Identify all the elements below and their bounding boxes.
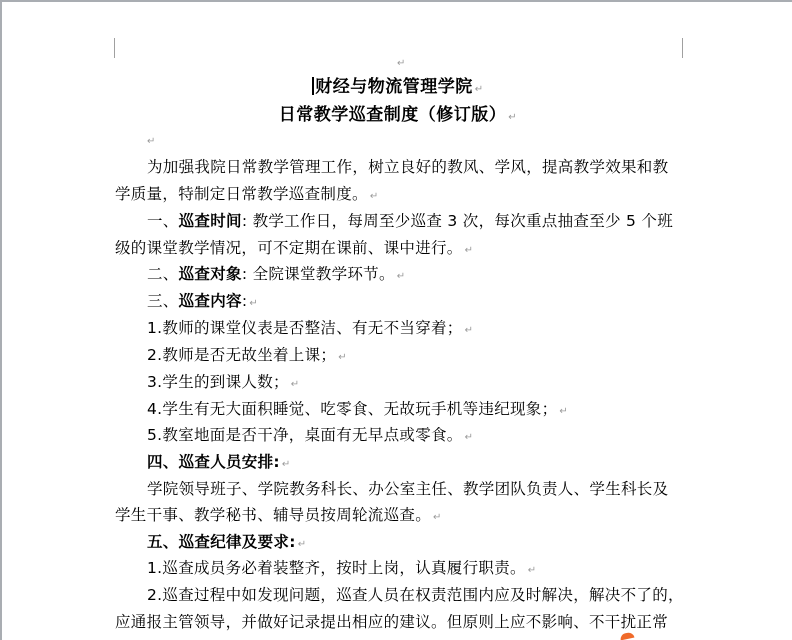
window-frame-top <box>0 0 792 2</box>
section-1-heading: 巡查时间 <box>178 212 242 230</box>
list-item: 4.学生有无大面积睡觉、吃零食、无故玩手机等违纪现象； ↵ <box>147 400 569 418</box>
list-item: 1.教师的课堂仪表是否整洁、有无不当穿着； ↵ <box>147 319 474 337</box>
section-4-heading: 四、巡查人员安排: ↵ <box>147 453 291 471</box>
list-item: 3.学生的到课人数； ↵ <box>147 373 300 391</box>
section-1-line-2: 级的课堂教学情况，可不定期在课前、课中进行。 ↵ <box>115 239 474 257</box>
section-5-heading: 五、巡查纪律及要求: ↵ <box>147 533 307 551</box>
left-margin-marker <box>114 38 115 58</box>
section-5-item-2-line-2: 应通报主管领导，并做好记录提出相应的建议。但原则上应不影响、不干扰正常 <box>115 613 669 631</box>
title-line-1: 财经与物流管理学院 ↵ <box>115 76 681 101</box>
intro-line-2: 学质量，特制定日常教学巡查制度。 ↵ <box>115 185 379 203</box>
section-2-line: 二、巡查对象: 全院课堂教学环节。 ↵ <box>147 265 406 283</box>
text-cursor <box>312 77 314 95</box>
section-4-line-2: 学生干事、教学秘书、辅导员按周轮流巡查。 ↵ <box>115 506 442 524</box>
list-item: 5.教室地面是否干净，桌面有无早点或零食。 ↵ <box>147 426 474 444</box>
right-margin-marker <box>682 38 683 58</box>
paragraph-mark: ↵ <box>147 136 156 147</box>
title-line-2: 日常教学巡查制度（修订版） ↵ <box>278 105 518 125</box>
intro-line-1: 为加强我院日常教学管理工作，树立良好的教风、学风，提高教学效果和教 <box>147 158 669 176</box>
window-frame-left <box>0 0 2 640</box>
section-2-heading: 巡查对象 <box>178 265 242 283</box>
section-3-heading: 巡查内容 <box>178 292 242 310</box>
section-5-item-2-line-1: 2.巡查过程中如发现问题，巡查人员在权责范围内应及时解决，解决不了的， <box>147 586 684 604</box>
section-1-line-1: 一、巡查时间: 教学工作日，每周至少巡查 3 次，每次重点抽查至少 5 个班 <box>147 212 674 230</box>
section-5-item-1: 1.巡查成员务必着装整齐，按时上岗，认真履行职责。 ↵ <box>147 559 537 577</box>
section-3-heading-line: 三、巡查内容: ↵ <box>147 292 259 310</box>
list-item: 2.教师是否无故坐着上课； ↵ <box>147 346 347 364</box>
paragraph-mark: ↵ <box>397 58 406 69</box>
watermark-logo-fragment <box>620 632 635 640</box>
section-4-line-1: 学院领导班子、学院教务科长、办公室主任、教学团队负责人、学生科长及 <box>147 480 669 498</box>
